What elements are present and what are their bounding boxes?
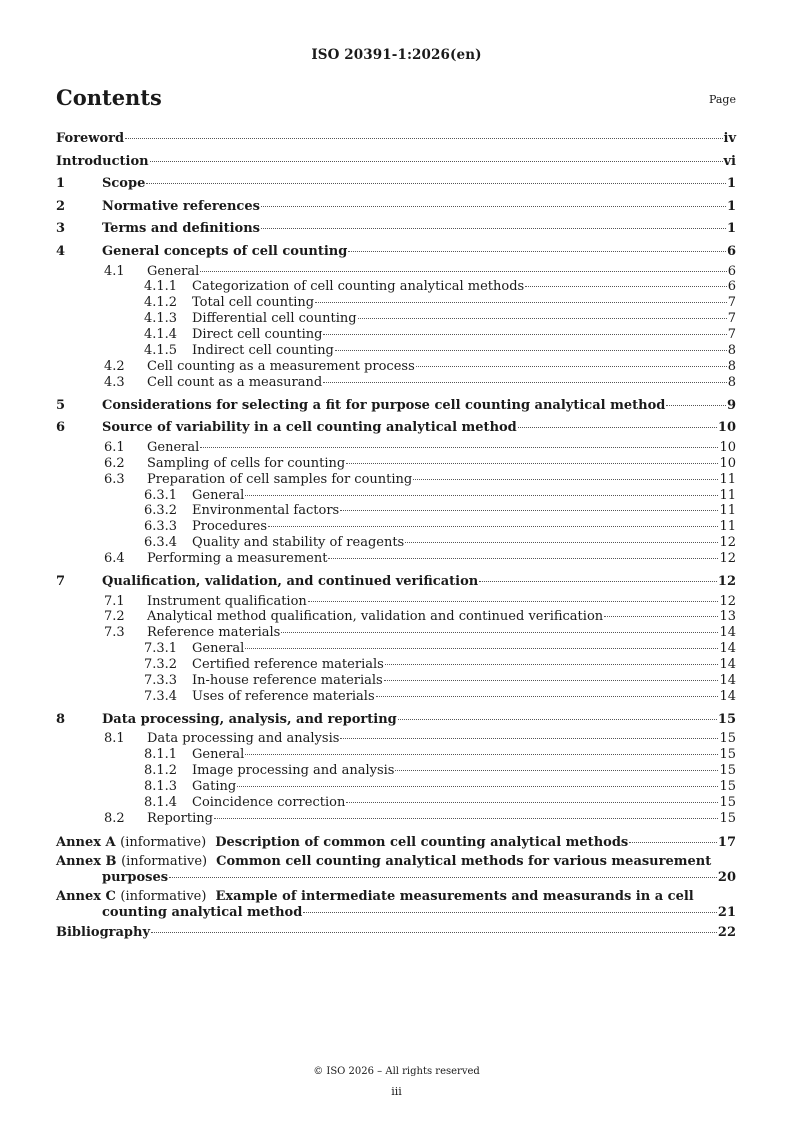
- toc-number: 4.1.1: [144, 279, 178, 295]
- toc-number: 7.3.3: [144, 673, 178, 689]
- toc-entry-annex-a[interactable]: [56, 835, 736, 851]
- dot-leader: [666, 405, 726, 406]
- toc-title: Cell counting as a measurement process: [147, 358, 415, 374]
- toc-title: Environmental factors: [192, 503, 340, 519]
- toc-entry-level-1[interactable]: [56, 811, 736, 827]
- toc-page: vi: [723, 153, 736, 169]
- toc-title: Uses of reference materials: [192, 688, 375, 704]
- dot-leader: [308, 601, 719, 602]
- toc-label: [104, 359, 415, 375]
- toc-page: 1: [726, 221, 736, 237]
- toc-entry-level-2[interactable]: [56, 689, 736, 705]
- toc-page: 15: [719, 810, 736, 826]
- toc-page: 11: [719, 471, 736, 487]
- toc-page: 12: [719, 593, 736, 609]
- toc-page: 8: [727, 358, 736, 374]
- toc-number: 8.2: [104, 810, 125, 826]
- toc-entry-bibliography[interactable]: [56, 922, 736, 945]
- toc-page: iv: [723, 131, 736, 146]
- toc-number: 7.2: [104, 609, 125, 625]
- toc-label: [144, 327, 322, 343]
- toc-title: General concepts of cell counting: [102, 243, 348, 259]
- dot-leader: [245, 648, 718, 649]
- toc-page: 12: [719, 535, 736, 551]
- toc-entry-level-0[interactable]: [56, 196, 736, 219]
- dot-leader: [385, 664, 719, 665]
- toc-page: 15: [719, 779, 736, 795]
- toc-entry-level-2[interactable]: [56, 747, 736, 763]
- toc-entry-level-0[interactable]: [56, 709, 736, 732]
- dot-leader: [268, 526, 718, 527]
- toc-label: [104, 456, 345, 472]
- toc-number: 7.3: [104, 625, 125, 641]
- toc-entry-level-2[interactable]: [56, 295, 736, 311]
- toc-page: 20: [717, 869, 736, 885]
- toc-title: Differential cell counting: [192, 311, 357, 327]
- dot-leader: [146, 183, 726, 184]
- toc-page: 21: [717, 904, 736, 920]
- toc-clauses: [56, 173, 736, 831]
- toc-page: 12: [717, 574, 736, 589]
- dot-leader: [479, 581, 717, 582]
- dot-leader: [629, 842, 717, 843]
- toc-title: Scope: [102, 176, 146, 192]
- toc-title: General: [147, 263, 200, 279]
- toc-number: 4.3: [104, 374, 125, 390]
- toc-number: 7: [56, 574, 66, 589]
- dot-leader: [525, 286, 727, 287]
- toc-number: 6.2: [104, 455, 125, 471]
- toc-title: Reference materials: [147, 625, 281, 641]
- contents-title: Contents: [56, 85, 162, 110]
- toc-title: Data processing and analysis: [147, 731, 340, 747]
- toc-label: [104, 375, 322, 391]
- toc-entry-level-2[interactable]: [56, 279, 736, 295]
- dot-leader: [323, 334, 726, 335]
- toc-number: 4.1.2: [144, 295, 178, 311]
- toc-page: 13: [719, 609, 736, 625]
- toc-page: 14: [719, 673, 736, 689]
- toc-label: [104, 609, 603, 625]
- toc-number: 6: [56, 420, 66, 436]
- toc-number: 4.2: [104, 358, 125, 374]
- toc-title: Data processing, analysis, and reporting: [102, 711, 397, 727]
- toc-label: [104, 551, 327, 567]
- dot-leader: [303, 912, 717, 913]
- dot-leader: [398, 719, 717, 720]
- dot-leader: [245, 754, 718, 755]
- toc-page: 10: [719, 455, 736, 471]
- toc-page: 12: [719, 551, 736, 567]
- toc-number: 7.1: [104, 593, 125, 609]
- toc-entry-level-0[interactable]: [56, 241, 736, 264]
- dot-leader: [150, 161, 723, 162]
- dot-leader: [214, 818, 719, 819]
- toc-title: Quality and stability of reagents: [192, 535, 405, 551]
- toc-number: 6.3.4: [144, 535, 178, 551]
- toc-title: Preparation of cell samples for counting: [147, 471, 413, 487]
- toc-entry-level-2[interactable]: [56, 779, 736, 795]
- toc-label: [144, 747, 244, 763]
- toc-label: Introduction: [56, 153, 149, 169]
- toc-title: General: [192, 641, 245, 657]
- toc-entry-level-0[interactable]: [56, 395, 736, 418]
- annex-id: Annex A: [56, 834, 116, 850]
- dot-leader: [346, 463, 718, 464]
- toc-label: [56, 196, 260, 219]
- toc-title: Analytical method qualification, validation and continued verification: [147, 609, 604, 625]
- toc-number: 6.3.1: [144, 487, 178, 503]
- dot-leader: [315, 302, 727, 303]
- toc-entry-level-0[interactable]: [56, 571, 736, 594]
- toc-number: 3: [56, 221, 66, 237]
- toc-number: 4.1.4: [144, 327, 178, 343]
- toc-title: Direct cell counting: [192, 327, 323, 343]
- toc-page: 22: [717, 925, 736, 941]
- toc-label: [104, 731, 339, 747]
- toc-label: [144, 295, 314, 311]
- toc-number: 8.1.1: [144, 747, 178, 763]
- toc-title: Instrument qualification: [147, 593, 307, 609]
- toc-number: 8.1.2: [144, 763, 178, 779]
- toc-title: Cell count as a measurand: [147, 374, 323, 390]
- toc-title: General: [147, 439, 200, 455]
- annex-title-cont: purposes: [102, 869, 169, 885]
- toc-title: Certified reference materials: [192, 657, 384, 673]
- dot-leader: [323, 382, 727, 383]
- footer-copyright: © ISO 2026 – All rights reserved: [313, 1066, 480, 1077]
- dot-leader: [245, 495, 718, 496]
- toc-entry-level-1[interactable]: [56, 264, 736, 280]
- toc-label: [56, 218, 260, 241]
- dot-leader: [348, 251, 726, 252]
- dot-leader: [358, 318, 727, 319]
- toc-label: [144, 503, 339, 519]
- toc-entry-level-1[interactable]: [56, 609, 736, 625]
- annex-title: Common cell counting analytical methods for various measurement: [216, 854, 712, 870]
- toc-page: 10: [719, 439, 736, 455]
- toc-page: 15: [717, 711, 736, 727]
- annex-id: Annex C: [56, 889, 116, 905]
- toc-entry-level-2[interactable]: [56, 503, 736, 519]
- toc-label: Foreword: [56, 131, 125, 146]
- dot-leader: [340, 510, 718, 511]
- toc-number: 2: [56, 198, 66, 214]
- toc-label: Bibliography: [56, 925, 151, 941]
- dot-leader: [200, 271, 726, 272]
- toc-label: [144, 488, 244, 504]
- document-header: ISO 20391-1:2026(en): [311, 47, 482, 63]
- toc-title: Normative references: [102, 198, 260, 214]
- toc-entry-level-2[interactable]: [56, 673, 736, 689]
- toc-entry-level-1[interactable]: [56, 440, 736, 456]
- toc-page: 6: [726, 243, 736, 259]
- toc-page: 6: [727, 279, 736, 295]
- dot-leader: [376, 696, 719, 697]
- toc-label: [104, 472, 412, 488]
- toc-page: 11: [719, 503, 736, 519]
- toc-entry-level-2[interactable]: [56, 641, 736, 657]
- dot-leader: [405, 542, 718, 543]
- dot-leader: [328, 558, 718, 559]
- toc-page: 15: [719, 731, 736, 747]
- toc-title: Categorization of cell counting analytical methods: [192, 279, 525, 295]
- dot-leader: [416, 366, 727, 367]
- dot-leader: [413, 479, 718, 480]
- dot-leader: [200, 447, 718, 448]
- toc-page: 14: [719, 657, 736, 673]
- toc-label: [144, 689, 375, 705]
- toc-label: [144, 779, 236, 795]
- toc-page: 9: [726, 397, 736, 413]
- toc-entry-foreword[interactable]: [56, 128, 736, 151]
- toc-page: 14: [719, 641, 736, 657]
- toc-entry-level-1[interactable]: [56, 731, 736, 747]
- toc-page: 11: [719, 519, 736, 535]
- toc-entry-level-1[interactable]: [56, 359, 736, 375]
- toc-label: [104, 440, 199, 456]
- toc-title: Source of variability in a cell counting analytical method: [102, 420, 517, 436]
- toc-label: [56, 709, 397, 732]
- toc-number: 4.1.3: [144, 311, 178, 327]
- dot-leader: [261, 206, 726, 207]
- dot-leader: [604, 616, 718, 617]
- toc-title: General: [192, 487, 245, 503]
- toc-number: 6.3.2: [144, 503, 178, 519]
- toc-number: 6.3.3: [144, 519, 178, 535]
- annex-title: Description of common cell counting analytical methods: [215, 834, 629, 850]
- toc-title: Indirect cell counting: [192, 343, 334, 359]
- annex-type: (informative): [120, 889, 207, 905]
- toc-title: Considerations for selecting a fit for purpose cell counting analytical method: [102, 397, 666, 413]
- toc-page: 15: [719, 763, 736, 779]
- toc-entry-level-2[interactable]: [56, 657, 736, 673]
- toc-page: 1: [726, 198, 736, 214]
- toc-entry-level-2[interactable]: [56, 311, 736, 327]
- toc-label: [144, 535, 404, 551]
- toc-number: 5: [56, 397, 66, 413]
- dot-leader: [125, 138, 722, 139]
- toc-number: 6.4: [104, 551, 125, 567]
- toc-page: 6: [727, 263, 736, 279]
- annex-title-cont: counting analytical method: [102, 904, 303, 920]
- toc-page: 7: [727, 295, 736, 311]
- toc-number: 4.1: [104, 263, 125, 279]
- toc-entry-level-1[interactable]: [56, 375, 736, 391]
- toc-title: Total cell counting: [192, 295, 315, 311]
- page-column-label: Page: [708, 93, 736, 106]
- toc-entry-level-2[interactable]: [56, 343, 736, 359]
- toc-page: 7: [727, 327, 736, 343]
- dot-leader: [261, 228, 726, 229]
- toc-label: [144, 279, 524, 295]
- toc-number: 6.1: [104, 439, 125, 455]
- toc-entry-level-2[interactable]: [56, 327, 736, 343]
- footer-page-number: iii: [391, 1085, 402, 1098]
- toc-page: 7: [727, 311, 736, 327]
- dot-leader: [340, 738, 718, 739]
- toc-entry-level-2[interactable]: [56, 763, 736, 779]
- dot-leader: [169, 877, 717, 878]
- toc-label: [144, 673, 383, 689]
- dot-leader: [151, 932, 717, 933]
- toc-entry-level-0[interactable]: [56, 218, 736, 241]
- toc-label: [144, 763, 394, 779]
- toc-title: Procedures: [192, 519, 268, 535]
- toc-entry-introduction[interactable]: [56, 151, 736, 174]
- toc-title: Qualification, validation, and continued verification: [102, 574, 479, 589]
- toc-label: [56, 241, 347, 264]
- table-of-contents: [56, 128, 736, 945]
- toc-number: 4: [56, 243, 66, 259]
- toc-entry-level-1[interactable]: [56, 472, 736, 488]
- toc-label: [104, 625, 280, 641]
- toc-title: Reporting: [147, 810, 213, 826]
- toc-page: 8: [727, 374, 736, 390]
- toc-label: [56, 395, 665, 418]
- toc-number: 6.3: [104, 471, 125, 487]
- section-gap: [56, 827, 736, 831]
- dot-leader: [518, 427, 717, 428]
- toc-number: 8.1.4: [144, 794, 178, 810]
- toc-label: [104, 264, 199, 280]
- dot-leader: [281, 632, 718, 633]
- toc-label: [144, 343, 334, 359]
- toc-title: Coincidence correction: [192, 794, 346, 810]
- toc-entry-level-1[interactable]: [56, 594, 736, 610]
- toc-title: In-house reference materials: [192, 673, 383, 689]
- toc-title: Terms and definitions: [102, 221, 260, 237]
- toc-entry-level-1[interactable]: [56, 625, 736, 641]
- toc-label: [56, 417, 517, 440]
- toc-entry-level-0[interactable]: [56, 417, 736, 440]
- toc-entry-level-2[interactable]: [56, 519, 736, 535]
- toc-page: 17: [717, 834, 736, 850]
- toc-title: Performing a measurement: [147, 551, 328, 567]
- dot-leader: [237, 786, 718, 787]
- annex-type: (informative): [120, 834, 207, 850]
- toc-title: Image processing and analysis: [192, 763, 395, 779]
- toc-annexes: [56, 835, 736, 921]
- toc-number: 1: [56, 176, 66, 192]
- dot-leader: [384, 680, 719, 681]
- toc-entry-level-1[interactable]: [56, 456, 736, 472]
- dot-leader: [335, 350, 727, 351]
- toc-number: 8.1: [104, 731, 125, 747]
- toc-label: [56, 173, 145, 196]
- toc-entry-level-1[interactable]: [56, 551, 736, 567]
- toc-entry-annex-c[interactable]: [56, 889, 736, 920]
- toc-number: 7.3.1: [144, 641, 178, 657]
- toc-page: 8: [727, 343, 736, 359]
- dot-leader: [395, 770, 718, 771]
- toc-page: 15: [719, 794, 736, 810]
- toc-label: [144, 657, 384, 673]
- toc-label: [56, 571, 478, 594]
- toc-number: 4.1.5: [144, 343, 178, 359]
- toc-entry-level-2[interactable]: [56, 795, 736, 811]
- toc-label: [144, 311, 357, 327]
- toc-label: [144, 519, 267, 535]
- annex-title: Example of intermediate measurements and measurands in a cell: [215, 889, 694, 905]
- toc-page: 15: [719, 747, 736, 763]
- toc-title: Sampling of cells for counting: [147, 455, 346, 471]
- toc-entry-level-2[interactable]: [56, 488, 736, 504]
- annex-type: (informative): [121, 854, 208, 870]
- toc-number: 8.1.3: [144, 779, 178, 795]
- toc-page: 14: [719, 688, 736, 704]
- toc-title: Gating: [192, 779, 237, 795]
- toc-label: [104, 811, 213, 827]
- toc-page: 11: [719, 487, 736, 503]
- toc-number: 8: [56, 711, 66, 727]
- toc-label: [104, 594, 307, 610]
- toc-label: [144, 795, 345, 811]
- annex-id: Annex B: [56, 854, 117, 870]
- toc-entry-level-0[interactable]: [56, 173, 736, 196]
- toc-entry-level-2[interactable]: [56, 535, 736, 551]
- toc-title: General: [192, 747, 245, 763]
- toc-page: 1: [726, 176, 736, 192]
- toc-entry-annex-b[interactable]: [56, 854, 736, 885]
- toc-page: 14: [719, 625, 736, 641]
- toc-page: 10: [717, 420, 736, 436]
- dot-leader: [346, 802, 718, 803]
- toc-number: 7.3.4: [144, 688, 178, 704]
- toc-number: 7.3.2: [144, 657, 178, 673]
- toc-label: [144, 641, 244, 657]
